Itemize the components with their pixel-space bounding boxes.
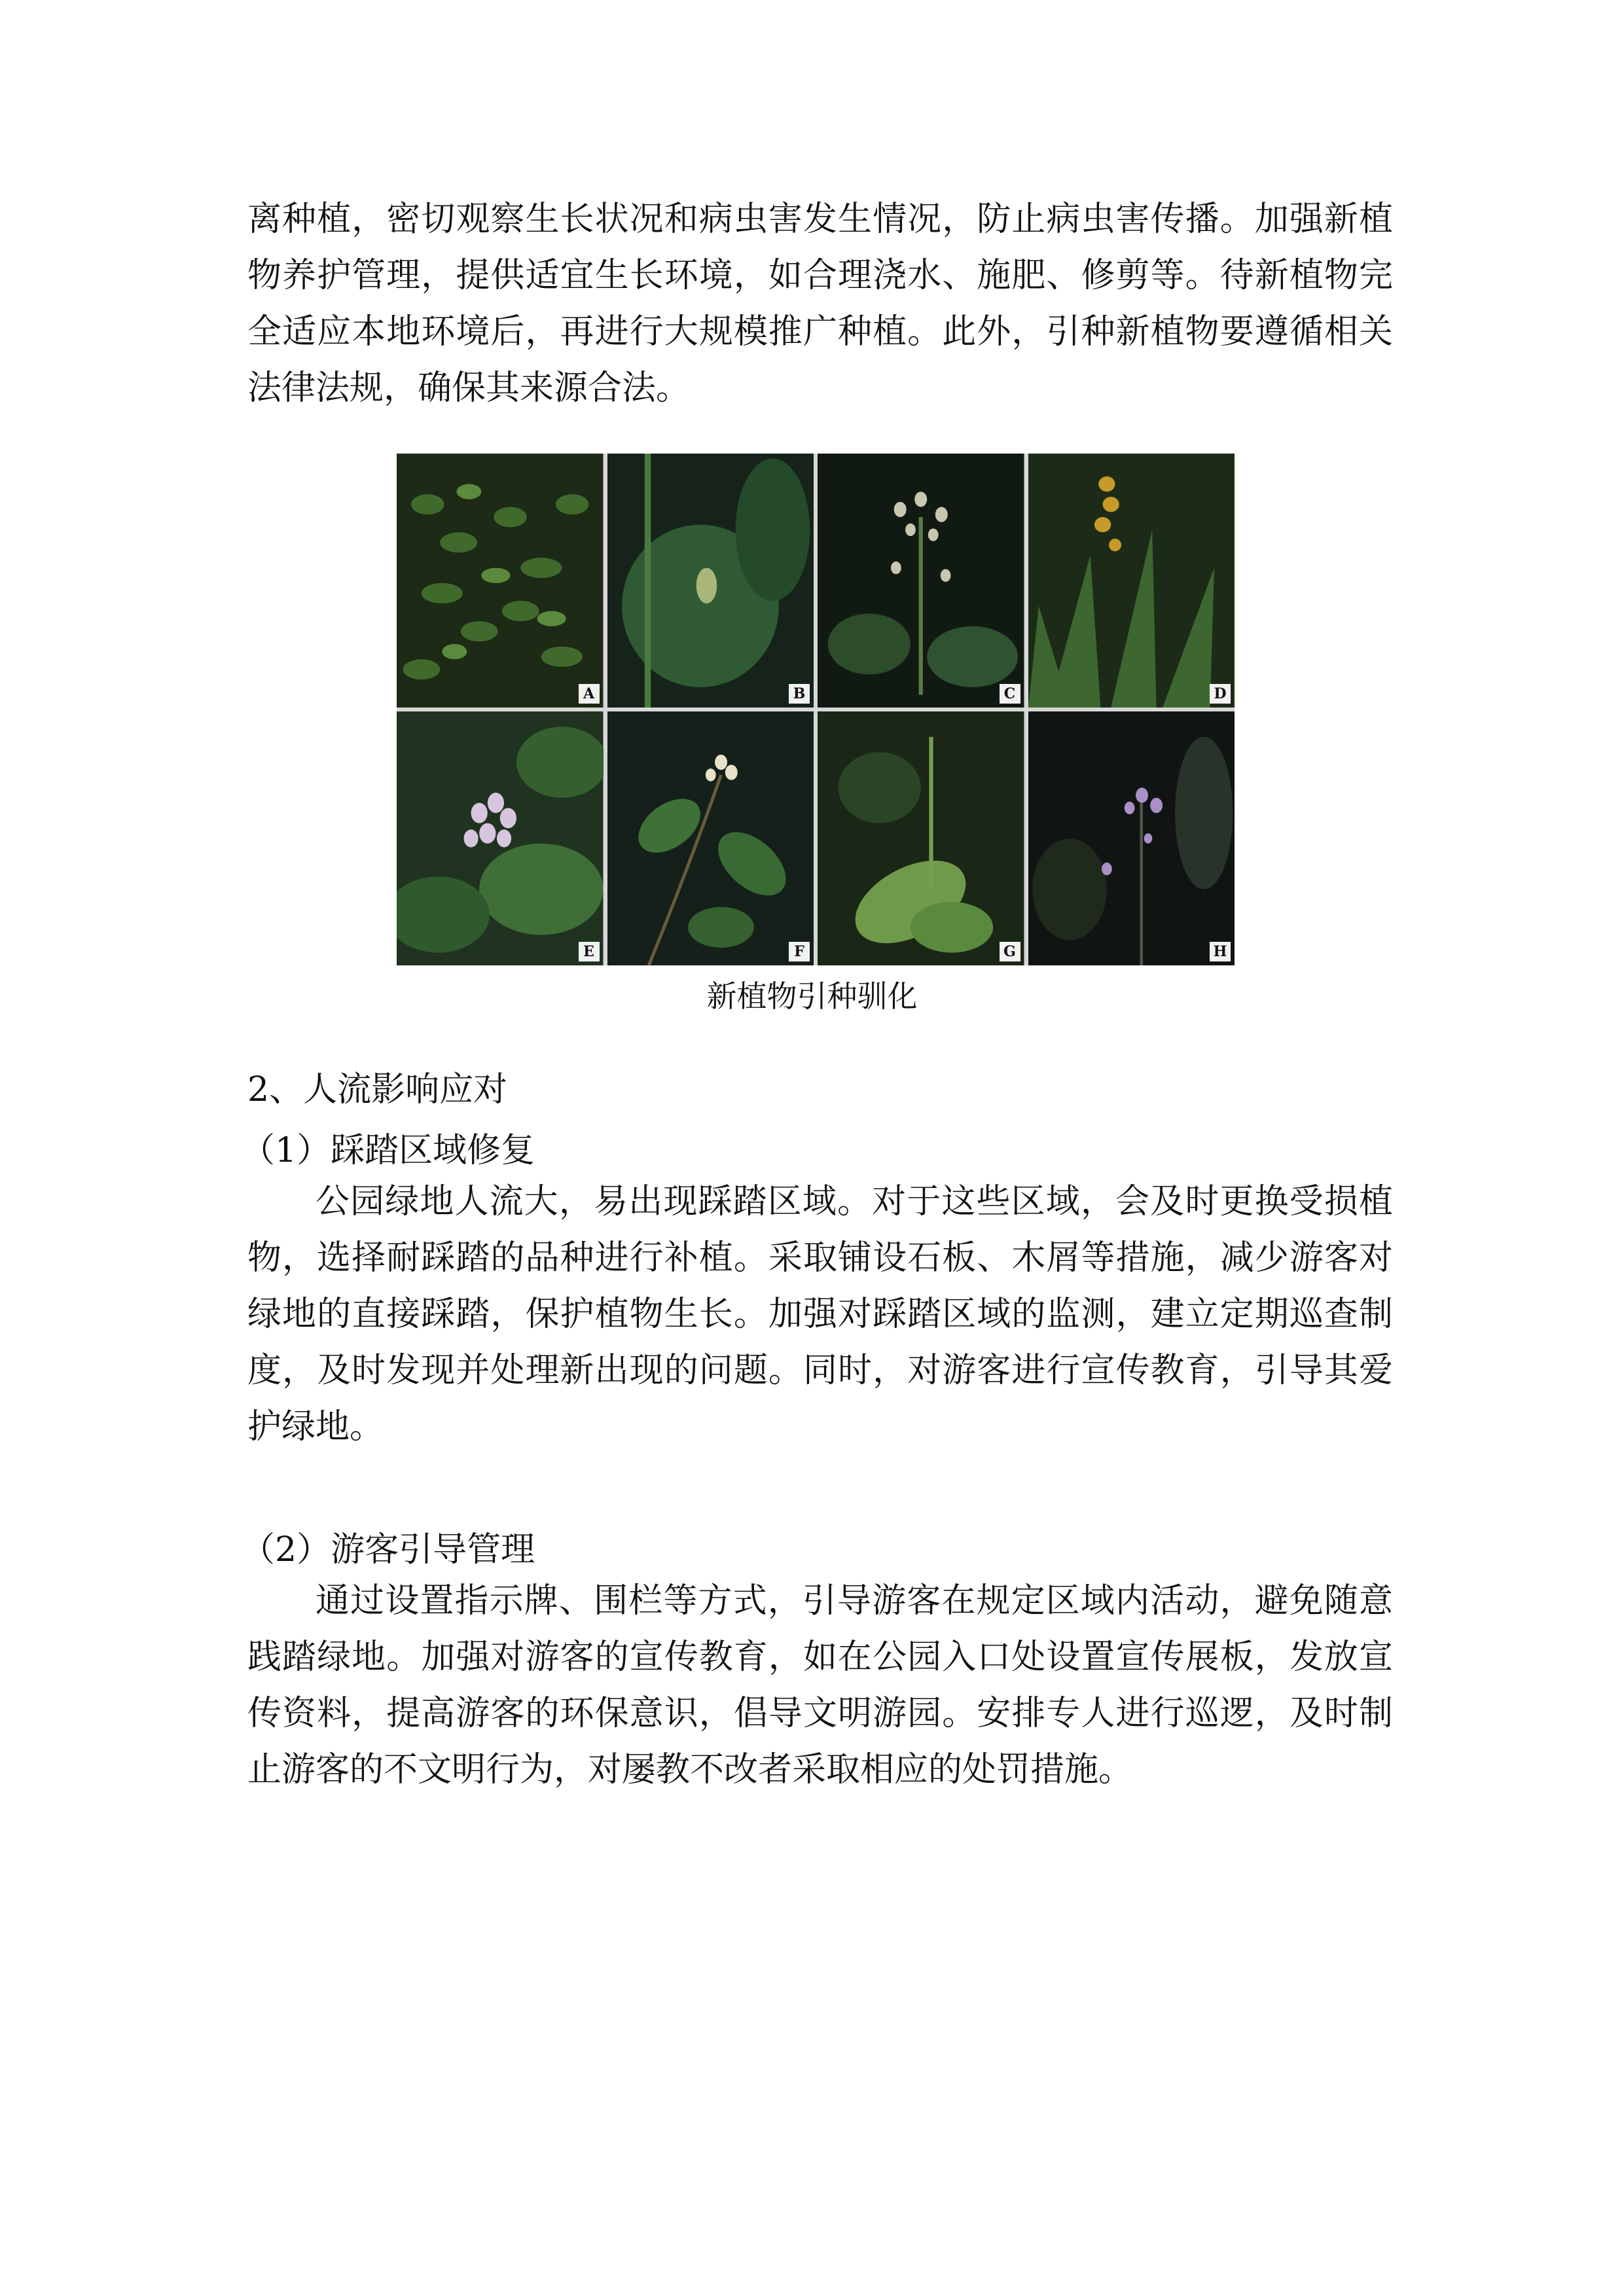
- figure-caption: 新植物引种驯化: [706, 978, 918, 1014]
- panel-label: F: [789, 942, 810, 961]
- photo-panel-g: [818, 711, 1024, 965]
- subsection-heading-1: （1）踩踏区域修复: [241, 1131, 535, 1170]
- panel-label: G: [1000, 942, 1020, 961]
- subsection-body-1: 公园绿地人流大，易出现踩踏区域。对于这些区域，会及时更换受损植物，选择耐踩踏的品种进行补植。采取铺设石板、木屑等措施，减少游客对绿地的直接踩踏，保护植物生长。加强对踩踏区域的监测，建立定期巡查制度，及时发现并处理新出现的问题。同时，对游客进行宣传教育，引导其爱护绿地。: [247, 1182, 1393, 1446]
- pink-flower-image: [397, 711, 604, 965]
- umbel-flower-image: [818, 454, 1024, 708]
- panel-label: B: [789, 684, 810, 704]
- purple-flower-image: [1028, 711, 1235, 965]
- photo-panel-f: [607, 711, 814, 965]
- photo-panel-e: [397, 711, 604, 965]
- intro-paragraph: 离种植，密切观察生长状况和病虫害发生情况，防止病虫害传播。加强新植物养护管理，提供适宜生长环境，如合理浇水、施肥、修剪等。待新植物完全适应本地环境后，再进行大规模推广种植。此外，引种新植物要遵循相关法律法规，确保其来源合法。: [247, 200, 1393, 408]
- panel-label: D: [1210, 684, 1231, 704]
- photo-panel-h: [1028, 711, 1235, 965]
- panel-label: A: [579, 684, 600, 704]
- panel-label: H: [1210, 942, 1231, 961]
- yellow-flower-image: [1028, 454, 1235, 708]
- fern-image: [397, 454, 604, 708]
- panel-label: E: [579, 942, 600, 961]
- broad-leaf-image: [607, 454, 814, 708]
- leafy-shrub-image: [607, 711, 814, 965]
- plant-figure: [397, 454, 1235, 965]
- subsection-body-2: 通过设置指示牌、围栏等方式，引导游客在规定区域内活动，避免随意践踏绿地。加强对游客的宣传教育，如在公园入口处设置宣传展板，发放宣传资料，提高游客的环保意识，倡导文明游园。安排专人进行巡逻，及时制止游客的不文明行为，对屡教不改者采取相应的处罚措施。: [247, 1581, 1393, 1789]
- photo-panel-d: [1028, 454, 1235, 708]
- section-heading: 2、人流影响应对: [247, 1070, 508, 1109]
- photo-panel-c: [818, 454, 1024, 708]
- photo-panel-a: [397, 454, 604, 708]
- photo-panel-b: [607, 454, 814, 708]
- orchid-image: [818, 711, 1024, 965]
- panel-label: C: [1000, 684, 1020, 704]
- subsection-heading-2: （2）游客引导管理: [241, 1530, 535, 1570]
